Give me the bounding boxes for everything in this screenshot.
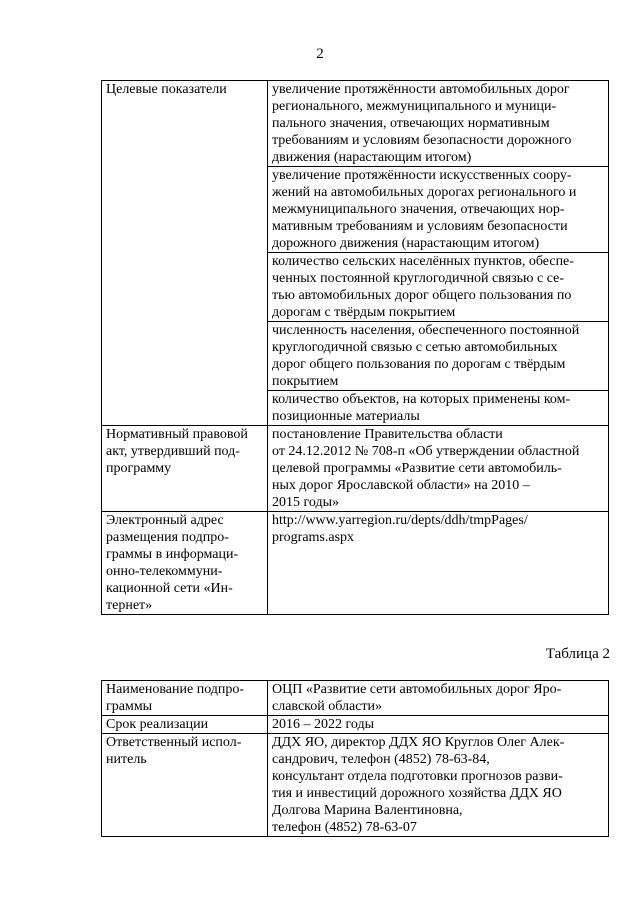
- row-label-target-indicators: Целевые показатели: [102, 81, 268, 426]
- passport-table-1: [101, 80, 609, 615]
- target-indicator-2: увеличение протяжённости искусственных соору- жений на автомобильных дорогах регионального и межмуниципального значения, отвечающих нор- мативным требованиям и условиям безопасности дорожного движения (нарастающим итогом): [268, 167, 609, 253]
- target-indicator-5: количество объектов, на которых применены ком- позиционные материалы: [268, 391, 609, 426]
- row-label-web-address: Электронный адрес размещения подпро- граммы в информаци- онно-телекоммуни- кационной сети «Ин- тернет»: [102, 512, 268, 615]
- row-label-subprogram-name: Наименование подпро- граммы: [102, 681, 268, 716]
- responsible-executor-value: ДДХ ЯО, директор ДДХ ЯО Круглов Олег Алек- сандрович, телефон (4852) 78-63-84, консультант отдела подготовки прогнозов разви- тия и инвестиций дорожного хозяйства ДДХ ЯО Долгова Марина Валентиновна, телефон (4852) 78-63-07: [268, 734, 609, 837]
- passport-table-2: [101, 680, 609, 837]
- table-row: [102, 512, 609, 615]
- row-label-implementation-period: Срок реализации: [102, 716, 268, 734]
- legal-act-value: постановление Правительства области от 24.12.2012 № 708-п «Об утверждении областной целевой программы «Развитие сети автомобиль- ных дорог Ярославской области» на 2010 – 2015 годы»: [268, 426, 609, 512]
- web-address-link[interactable]: http://www.yarregion.ru/depts/ddh/tmpPages/ programs.aspx: [268, 512, 609, 615]
- table-caption: Таблица 2: [545, 646, 610, 662]
- table-row: [102, 681, 609, 716]
- table-row: [102, 426, 609, 512]
- table-row: [102, 716, 609, 734]
- row-label-legal-act: Нормативный правовой акт, утвердивший под- программу: [102, 426, 268, 512]
- target-indicator-1: увеличение протяжённости автомобильных дорог регионального, межмуниципального и муници- пального значения, отвечающих нормативным требованиям и условиям безопасности дорожного движения (нарастающим итогом): [268, 81, 609, 167]
- implementation-period-value: 2016 – 2022 годы: [268, 716, 609, 734]
- target-indicator-3: количество сельских населённых пунктов, обеспе- ченных постоянной круглогодичной связью с се- тью автомобильных дорог общего пользования по дорогам с твёрдым покрытием: [268, 253, 609, 322]
- table-row: [102, 734, 609, 837]
- page-number: 2: [316, 46, 324, 62]
- target-indicator-4: численность населения, обеспеченного постоянной круглогодичной связью с сетью автомобильных дорог общего пользования по дорогам с твёрдым покрытием: [268, 322, 609, 391]
- row-label-responsible-executor: Ответственный испол- нитель: [102, 734, 268, 837]
- table-row: [102, 81, 609, 167]
- subprogram-name-value: ОЦП «Развитие сети автомобильных дорог Яро- славской области»: [268, 681, 609, 716]
